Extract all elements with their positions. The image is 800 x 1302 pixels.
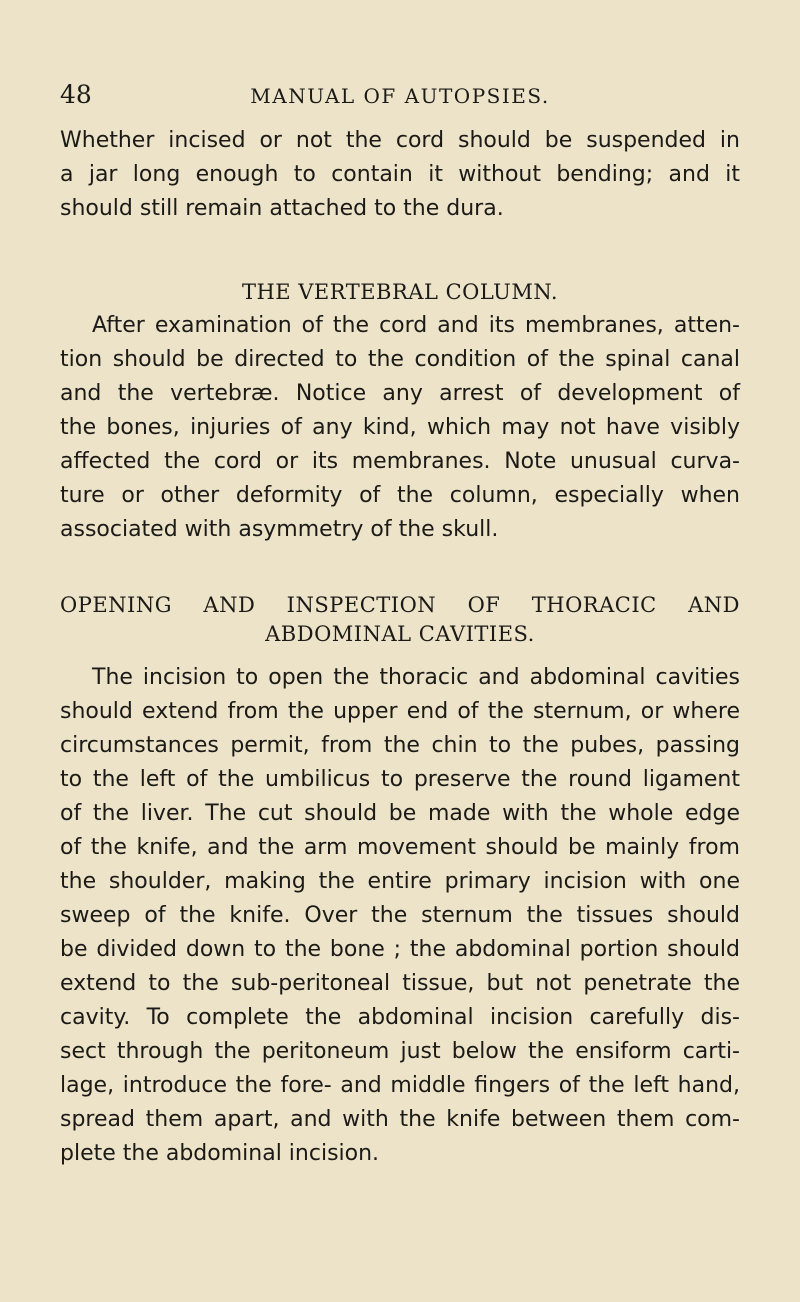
text-line: extend to the sub-peritoneal tissue, but not penetrate the xyxy=(60,971,740,996)
text-line: lage, introduce the fore- and middle fingers of the left hand, xyxy=(60,1073,740,1098)
text-line: plete the abdominal incision. xyxy=(60,1141,380,1166)
text-line: of the liver. The cut should be made with the whole edge xyxy=(60,801,740,826)
page-number: 48 xyxy=(60,80,92,109)
text-line: associated with asymmetry of the skull. xyxy=(60,517,499,542)
text-line: affected the cord or its membranes. Note unusual curva- xyxy=(60,449,740,474)
running-head xyxy=(0,80,800,116)
text-line: Whether incised or not the cord should be suspended in xyxy=(60,128,740,153)
section-heading-vertebral-column: THE VERTEBRAL COLUMN. xyxy=(241,280,559,304)
text-line: cavity. To complete the abdominal incision carefully dis- xyxy=(60,1005,740,1030)
text-line: the shoulder, making the entire primary incision with one xyxy=(60,869,740,894)
text-line: should extend from the upper end of the sternum, or where xyxy=(60,699,740,724)
running-title: MANUAL OF AUTOPSIES. xyxy=(250,84,550,108)
text-line: The incision to open the thoracic and abdominal cavities xyxy=(92,665,740,690)
text-line: After examination of the cord and its membranes, atten- xyxy=(92,313,740,338)
text-line: of the knife, and the arm movement should be mainly from xyxy=(60,835,740,860)
text-line: tion should be directed to the condition of the spinal canal xyxy=(60,347,740,372)
paragraph-cord-suspension xyxy=(60,124,740,226)
paragraph-vertebral-column xyxy=(60,309,740,547)
text-line: sweep of the knife. Over the sternum the tissues should xyxy=(60,903,740,928)
text-line: spread them apart, and with the knife between them com- xyxy=(60,1107,740,1132)
paragraph-opening-cavities xyxy=(60,661,740,1171)
text-line: a jar long enough to contain it without bending; and it xyxy=(60,162,740,187)
section-heading-opening-line2: ABDOMINAL CAVITIES. xyxy=(265,622,535,646)
text-line: should still remain attached to the dura. xyxy=(60,196,504,221)
text-line: to the left of the umbilicus to preserve the round ligament xyxy=(60,767,740,792)
text-line: and the vertebræ. Notice any arrest of development of xyxy=(60,381,740,406)
text-line: the bones, injuries of any kind, which may not have visibly xyxy=(60,415,740,440)
text-line: be divided down to the bone ; the abdominal portion should xyxy=(60,937,740,962)
text-line: circumstances permit, from the chin to the pubes, passing xyxy=(60,733,740,758)
section-heading-opening-line1: OPENING AND INSPECTION OF THORACIC AND xyxy=(60,593,740,617)
text-line: ture or other deformity of the column, especially when xyxy=(60,483,740,508)
text-line: sect through the peritoneum just below the ensiform carti- xyxy=(60,1039,740,1064)
